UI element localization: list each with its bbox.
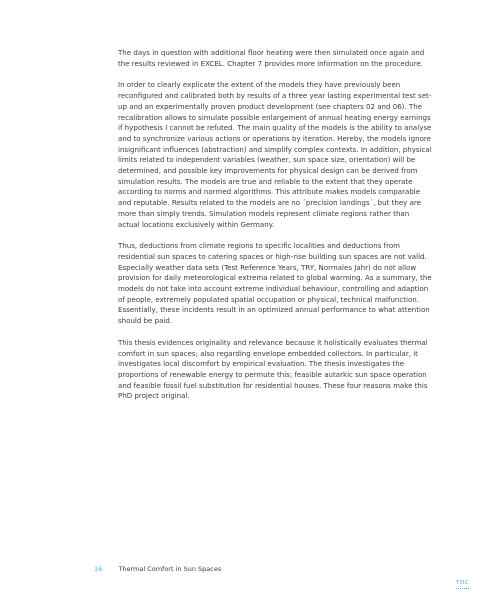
running-title: Thermal Comfort in Sun Spaces [118, 565, 222, 573]
body-text [118, 48, 433, 413]
page-number: 16 [94, 565, 103, 573]
toc-link[interactable]: TOC [456, 580, 469, 589]
paragraph-originality: This thesis evidences originality and relevance because it holistically evaluates thermal comfort in sun spaces; also regarding envelope embedded collectors. In particular, it investigates local discomfort by empirical evaluation. The thesis investigates the proportions of renewable energy to permute this; feasible autarkic sun space operation and feasible fossil fuel substitution for residential houses. These four reasons make this PhD project original. [118, 337, 428, 401]
page-footer [94, 565, 221, 574]
paragraph-floor-heating: The days in question with additional floor heating were then simulated once again and the results reviewed in EXCEL. Chapter 7 provides more information on the procedure. [118, 48, 425, 68]
paragraph-model-calibration: In order to clearly explicate the extent of the models they have previously been reconfigured and calibrated both by results of a three year lasting experimental test set-up and an experimentally proven product development (see chapters 02 and 06). The recalibration allows to simulate possible enlargement of annual heating energy earnings if hypothesis I cannot be refuted. The main quality of the models is the ability to analyse and to synchronize various actions or operations by iteration. Hereby, the models ignore insignificant influences (abstraction) and simplify complex contexts. In addition, physical limits related to independent variables (weather, sun space size, orientation) will be determined, and possible key improvements for physical design can be derived from simulation results. The models are true and reliable to the extent that they operate according to norms and normed algorithms. This attribute makes models comparable and reputable. Results related to the models are no ´precision landings´, but they are more than simply trends. Simulation models represent climate regions rather than actual locations exclusively within Germany. [118, 80, 432, 229]
paragraph-model-limits: Thus, deductions from climate regions to specific localities and deductions from residential sun spaces to catering spaces or high-rise building sun spaces are not valid. Especially weather data sets (Test Reference Years, TRY, Normales Jahr) do not allow provision for daily meteorological extrema related to global warming. As a summary, the models do not take into account extreme individual behaviour, controlling and adaption of people, extremely populated spatial occupation or physical, technical malfunction. Essentially, these incidents result in an optimized annual performance to what attention should be paid. [118, 241, 432, 326]
